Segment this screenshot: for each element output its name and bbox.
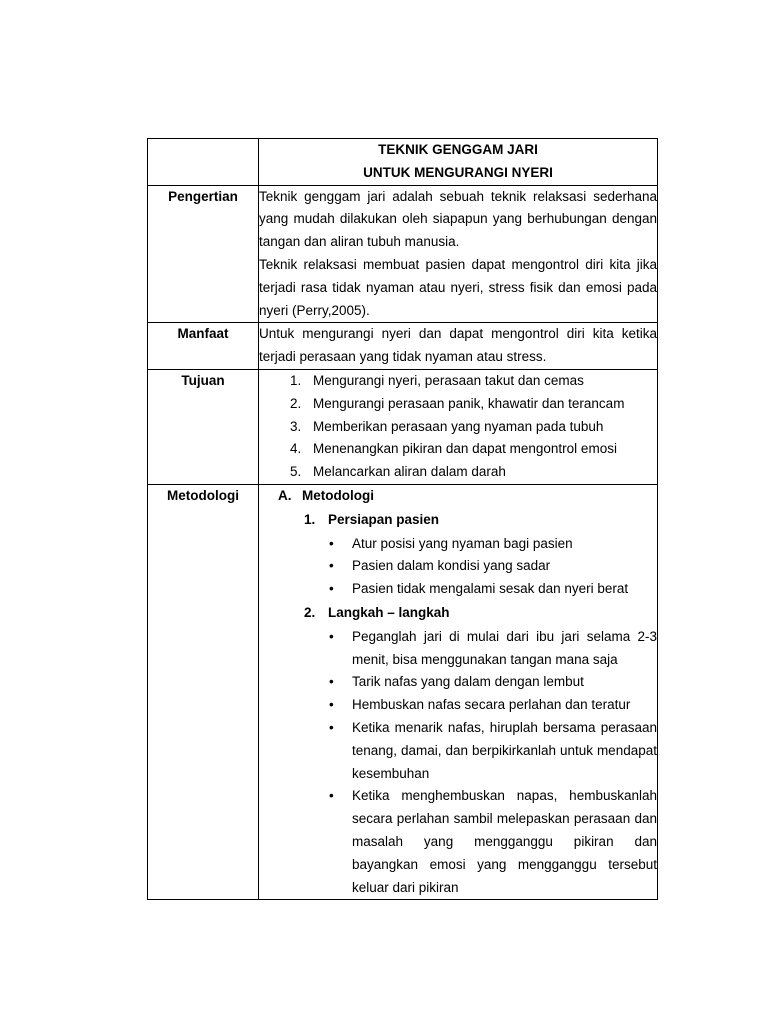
- langkah-item: • Hembuskan nafas secara perlahan dan teratur: [352, 694, 657, 717]
- tujuan-label: Tujuan: [148, 369, 259, 484]
- manfaat-label: Manfaat: [148, 323, 259, 370]
- langkah-title: Langkah – langkah: [328, 604, 450, 620]
- langkah-item: • Tarik nafas yang dalam dengan lembut: [352, 671, 657, 694]
- title-line-2: UNTUK MENGURANGI NYERI: [363, 164, 553, 180]
- tujuan-item: 3. Memberikan perasaan yang nyaman pada tubuh: [305, 416, 657, 439]
- pengertian-label: Pengertian: [148, 185, 259, 323]
- tujuan-list: [259, 370, 657, 484]
- langkah-marker: 2.: [304, 604, 316, 620]
- tujuan-item: 2. Mengurangi perasaan panik, khawatir dan terancam: [305, 393, 657, 416]
- persiapan-list: [259, 533, 657, 601]
- metodologi-cell: [259, 484, 658, 899]
- title-label-cell: [148, 139, 259, 186]
- tujuan-row: [148, 369, 658, 484]
- metodologi-label: Metodologi: [148, 484, 259, 899]
- title-line-1: TEKNIK GENGGAM JARI: [378, 142, 538, 157]
- persiapan-title: Persiapan pasien: [328, 511, 440, 527]
- langkah-heading: [259, 602, 657, 625]
- tujuan-item: 4. Menenangkan pikiran dan dapat mengontrol emosi: [305, 438, 657, 461]
- pengertian-cell: [259, 185, 658, 323]
- langkah-list: [259, 626, 657, 900]
- persiapan-heading: [259, 509, 657, 532]
- manfaat-row: [148, 323, 658, 370]
- title-row: [148, 139, 658, 186]
- langkah-item: • Ketika menarik nafas, hiruplah bersama perasaan tenang, damai, dan berpikirkanlah untuk mendapat kesembuhan: [352, 717, 657, 785]
- persiapan-item: • Pasien tidak mengalami sesak dan nyeri berat: [352, 578, 657, 601]
- manfaat-cell: [259, 323, 658, 370]
- langkah-item: • Ketika menghembuskan napas, hembuskanlah secara perlahan sambil melepaskan perasaan dan masalah yang mengganggu pikiran dan bayangkan emosi yang mengganggu tersebut keluar dari pikiran: [352, 785, 657, 899]
- section-a-heading: [259, 485, 657, 508]
- tujuan-cell: [259, 369, 658, 484]
- langkah-item: • Peganglah jari di mulai dari ibu jari selama 2-3 menit, bisa menggunakan tangan mana saja: [352, 626, 657, 672]
- pengertian-paragraph-2: Teknik relaksasi membuat pasien dapat mengontrol diri kita jika terjadi rasa tidak nyaman atau nyeri, stress fisik dan emosi pada nyeri (Perry,2005).: [259, 256, 657, 318]
- pengertian-paragraph-1: Teknik genggam jari adalah sebuah teknik relaksasi sederhana yang mudah dilakukan oleh siapapun yang berhubungan dengan tangan dan aliran tubuh manusia.: [259, 188, 657, 250]
- manfaat-text: Untuk mengurangi nyeri dan dapat mengontrol diri kita ketika terjadi perasaan yang tidak nyaman atau stress.: [259, 326, 657, 365]
- tujuan-item: 1. Mengurangi nyeri, perasaan takut dan cemas: [305, 370, 657, 393]
- section-a-marker: A.: [278, 487, 292, 503]
- persiapan-item: • Pasien dalam kondisi yang sadar: [352, 555, 657, 578]
- persiapan-marker: 1.: [304, 511, 316, 527]
- sop-table: [147, 138, 658, 900]
- pengertian-row: [148, 185, 658, 323]
- title-cell: [259, 139, 658, 186]
- metodologi-row: [148, 484, 658, 899]
- section-a-title: Metodologi: [302, 487, 374, 503]
- persiapan-item: • Atur posisi yang nyaman bagi pasien: [352, 533, 657, 556]
- tujuan-item: 5. Melancarkan aliran dalam darah: [305, 461, 657, 484]
